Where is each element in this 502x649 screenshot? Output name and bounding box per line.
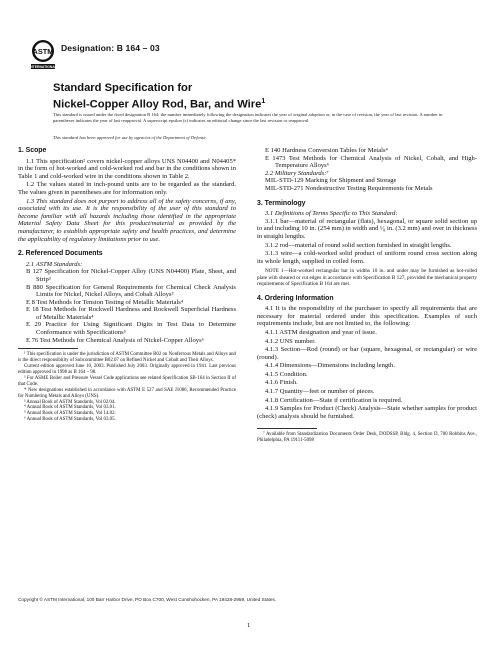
- order-item: 4.1.9 Samples for Product (Check) Analysis—State whether samples for product (check) analysis should be furnished.: [257, 405, 477, 420]
- ref-item: E 140 Hardness Conversion Tables for Metals⁴: [265, 147, 388, 154]
- ref-item: B 127 Specification for Nickel-Copper Alloy (UNS N04400) Plate, Sheet, and Strip³: [26, 268, 236, 283]
- ref-item: E 29 Practice for Using Significant Digits in Test Data to Determine Conformance with Specifications⁵: [26, 321, 236, 337]
- para-4-1: 4.1 It is the responsibility of the purchaser to specify all requirements that are necessary for material ordered under this specification. Examples of such requirements include, but are not limited to, the following:: [257, 305, 477, 328]
- para-1-1: 1.1 This specification² covers nickel-copper alloys UNS N04400 and N04405* in the form of hot-worked and cold-worked rod and bar in the conditions shown in Table 1 and cold-worked wire in the conditions shown in Table 2.: [18, 157, 236, 180]
- footnote: ⁶ Annual Book of ASTM Standards, Vol 03.05.: [24, 417, 116, 423]
- para-3-1-2: 3.1.2 rod—material of round solid section furnished in straight lengths.: [265, 241, 452, 249]
- issuance-notice: This standard is issued under the fixed designation B 164; the number immediately following the designation indicates the year of original adoption or, in the case of revision, the year of last revision. A number in parentheses indicates the year of last reapproval. A superscript epsilon (ε) indicates an editorial change since the last revision or reapproval.: [53, 112, 443, 124]
- order-item: 4.1.2 UNS number.: [265, 337, 316, 345]
- footnote-divider: [257, 428, 317, 429]
- para-3-1-1: 3.1.1 bar—material of rectangular (flats), hexagonal, or square solid section up to and including 10 in. (254 mm) in width and ¹⁄₈ in. (3.2 mm) and over in thickness in straight lengths.: [257, 217, 477, 240]
- ref-item: B 880 Specification for General Requirements for Chemical Check Analysis Limits for Nickel, Nickel Alloys, and Cobalt Alloys³: [26, 283, 236, 299]
- footnote: ³ Annual Book of ASTM Standards, Vol 02.04.: [24, 399, 116, 405]
- footnote: ¹ This specification is under the jurisdiction of ASTM Committee B02 on Nonferrous Metals and Alloys and is the direct responsibility of Subcommittee B02.07 on Refined Nickel and Cobalt and Their Alloys.: [18, 352, 236, 364]
- para-1-2: 1.2 The values stated in inch-pound units are to be regarded as the standard. The values given in parentheses are for information only.: [18, 181, 236, 196]
- designation: Designation: B 164 – 03: [61, 43, 160, 53]
- order-item: 4.1.4 Dimensions—Dimensions including length.: [265, 362, 395, 370]
- footnote: Current edition approved June 10, 2003. Published July 2003. Originally approved in 1941. Last previous edition approved in 1998 as B 164 – 98.: [18, 364, 236, 375]
- footnote: ⁴ Annual Book of ASTM Standards, Vol 03.01.: [24, 405, 116, 411]
- section-heading-ordering-information: 4. Ordering Information: [257, 294, 334, 302]
- footnote: * New designations established in accordance with ASTM E 527 and SAE J1086, Recommended Practice for Numbering Metals and Alloys (UNS).: [18, 387, 236, 399]
- para-3-1: 3.1 Definitions of Terms Specific to This Standard:: [265, 210, 398, 218]
- dod-approval: This standard has been approved for use by agencies of the Department of Defense.: [53, 135, 207, 140]
- document-title: [53, 82, 265, 112]
- order-item: 4.1.3 Section—Rod (round) or bar (square, hexagonal, or rectangular) or wire (round).: [257, 346, 477, 361]
- page-number: 1: [247, 622, 251, 629]
- svg-text:ASTM: ASTM: [32, 47, 54, 56]
- order-item: 4.1.1 ASTM designation and year of issue.: [265, 328, 377, 336]
- ref-item: E 8 Test Methods for Tension Testing of Metallic Materials⁴: [26, 298, 184, 306]
- astm-logo-graphic: [31, 39, 55, 70]
- order-item: 4.1.6 Finish.: [265, 379, 298, 387]
- order-item: 4.1.8 Certification—State if certification is required.: [265, 396, 403, 404]
- left-column: [18, 147, 236, 423]
- mil-ref-item: MIL-STD-271 Nondestructive Testing Requirements for Metals: [265, 184, 433, 192]
- section-heading-terminology: 3. Terminology: [257, 199, 306, 207]
- section-heading-scope: 1. Scope: [18, 147, 47, 154]
- order-item: 4.1.7 Quantity—feet or number of pieces.: [265, 388, 375, 396]
- ref-item: E 1473 Test Methods for Chemical Analysis of Nickel, Cobalt, and High-Temperature Alloys⁶: [265, 154, 477, 170]
- para-1-3: 1.3 This standard does not purport to address all of the safety concerns, if any, associated with its use. It is the responsibility of the user of this standard to become familiar with all hazards including those identified in the appropriate Material Safety Data Sheet for this product/material as provided by the manufacturer, to establish appropriate safety and health practices, and determine the applicability of regulatory limitations prior to use.: [18, 197, 236, 243]
- title-footnote-mark: 1: [261, 98, 266, 105]
- footnote-divider: [18, 348, 78, 349]
- para-3-1-3: 3.1.3 wire—a cold-worked solid product of uniform round cross section along its whole length, supplied in coiled form.: [257, 250, 477, 265]
- right-column: [257, 147, 477, 444]
- title-line-1: Standard Specification for: [53, 82, 193, 94]
- footnote-7: ⁷ Available from Standardization Documents Order Desk, DODSSP, Bldg. 4, Section D, 700 Robbins Ave., Philadelphia, PA 19111-5098: [257, 432, 477, 444]
- military-standards-label: 2.2 Military Standards:⁷: [265, 169, 329, 177]
- logo-wordmark: INTERNATIONAL: [29, 65, 57, 69]
- copyright-line: Copyright © ASTM International, 100 Barr Harbor Drive, PO Box C700, West Conshohocken, PA 19428-2959, United States.: [18, 597, 277, 602]
- footnote: ² For ASME Boiler and Pressure Vessel Code applications see related Specification SB-164 in Section II of that Code.: [18, 375, 236, 387]
- footnote: ⁵ Annual Book of ASTM Standards, Vol 14.02.: [24, 411, 116, 417]
- title-line-2-text: Nickel-Copper Alloy Rod, Bar, and Wire: [53, 98, 262, 111]
- astm-logo-icon: [31, 39, 55, 70]
- astm-standards-label: 2.1 ASTM Standards:: [26, 260, 83, 268]
- section-heading-referenced-documents: 2. Referenced Documents: [18, 250, 103, 258]
- title-line-2: [53, 95, 265, 112]
- ref-item: E 18 Test Methods for Rockwell Hardness and Rockwell Superficial Hardness of Metallic Materials⁴: [26, 306, 236, 321]
- mil-ref-item: MIL-STD-129 Marking for Shipment and Storage: [265, 177, 397, 185]
- ref-item: E 76 Test Methods for Chemical Analysis of Nickel-Copper Alloys⁶: [26, 336, 204, 344]
- order-item: 4.1.5 Condition.: [265, 370, 308, 378]
- note-1: NOTE 1—Hot-worked rectangular bar in widths 10 in. and under may be furnished as hot-rolled plate with sheared or cut edges in accordance with Specification B 127, provided the mechanical property requirements of Specification B 164 are met.: [257, 268, 477, 288]
